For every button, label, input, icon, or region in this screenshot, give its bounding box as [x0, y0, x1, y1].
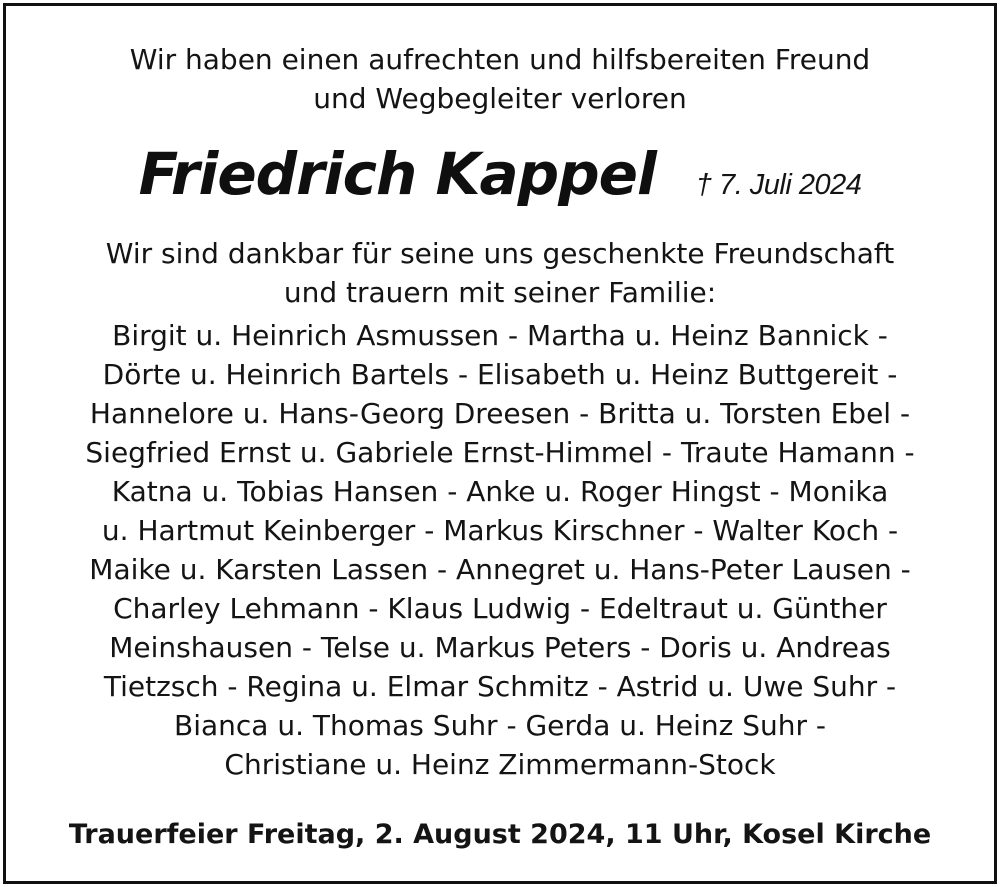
mourners-line: Meinshausen - Telse u. Markus Peters - Doris u. Andreas — [109, 631, 891, 664]
mourners-line: Hannelore u. Hans-Georg Dreesen - Britta u. Torsten Ebel - — [89, 397, 911, 430]
mourners-line: Siegfried Ernst u. Gabriele Ernst-Himmel - Traute Hamann - — [85, 436, 915, 469]
mourners-line: Maike u. Karsten Lassen - Annegret u. Hans-Peter Lausen - — [89, 553, 911, 586]
mourners-line: Charley Lehmann - Klaus Ludwig - Edeltraut u. Günther — [113, 592, 887, 625]
gratitude-line: und trauern mit seiner Familie: — [283, 276, 717, 309]
gratitude-line: Wir sind dankbar für seine uns geschenkte Freundschaft — [105, 237, 895, 270]
intro-line: und Wegbegleiter verloren — [313, 82, 687, 115]
obituary-frame — [3, 3, 997, 884]
intro-text — [6, 40, 994, 118]
mourners-line: Bianca u. Thomas Suhr - Gerda u. Heinz Suhr - — [174, 709, 826, 742]
mourners-line: Christiane u. Heinz Zimmermann-Stock — [224, 748, 776, 781]
mourners-line: Birgit u. Heinrich Asmussen - Martha u. Heinz Bannick - — [112, 319, 888, 352]
deceased-header — [6, 140, 994, 216]
mourners-line: u. Hartmut Keinberger - Markus Kirschner - Walter Koch - — [101, 514, 899, 547]
intro-line: Wir haben einen aufrechten und hilfsbereiten Freund — [129, 43, 871, 76]
mourners-list — [6, 316, 994, 784]
mourners-line: Katna u. Tobias Hansen - Anke u. Roger Hingst - Monika — [111, 475, 889, 508]
mourners-line: Dörte u. Heinrich Bartels - Elisabeth u. Heinz Buttgereit - — [102, 358, 898, 391]
funeral-service-info: Trauerfeier Freitag, 2. August 2024, 11 Uhr, Kosel Kirche — [68, 819, 932, 850]
deceased-name: Friedrich Kappel — [138, 140, 656, 208]
mourners-line: Tietzsch - Regina u. Elmar Schmitz - Astrid u. Uwe Suhr - — [103, 670, 897, 703]
death-date: † 7. Juli 2024 — [695, 169, 862, 201]
gratitude-text — [6, 234, 994, 312]
